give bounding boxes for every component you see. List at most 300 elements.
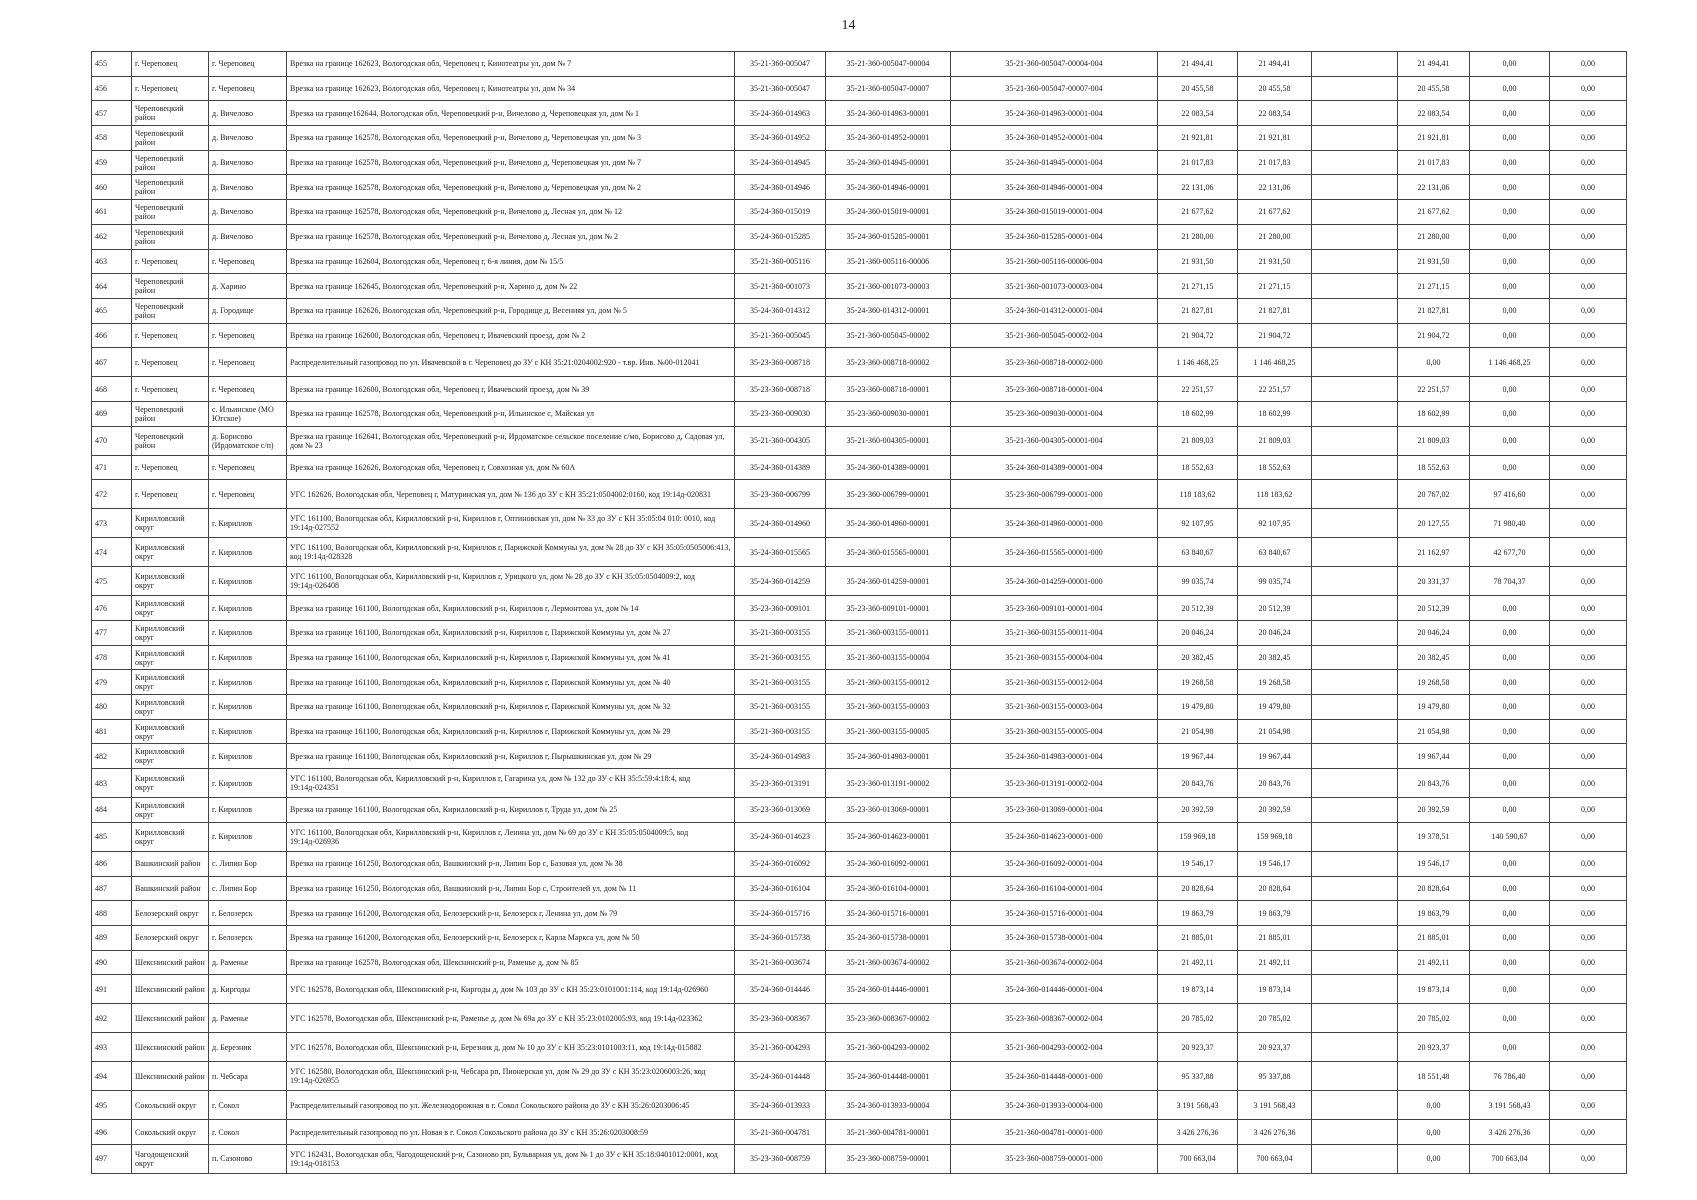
cell-inventory-code: 35-24-360-014946	[735, 175, 826, 200]
cell-element-code: 35-21-360-004293-00002-004	[951, 1033, 1158, 1062]
cell-other-cost: 0,00	[1550, 538, 1627, 567]
cell-municipality: Кирилловский округ	[132, 769, 209, 798]
cell-cost-value: 20 923,37	[1238, 1033, 1312, 1062]
cell-other-cost: 0,00	[1550, 798, 1627, 823]
table-row	[92, 200, 1627, 225]
cell-connection-cost: 21 885,01	[1398, 925, 1470, 950]
cell-network-cost: 0,00	[1470, 1004, 1550, 1033]
cell-total-cost: 20 382,45	[1158, 645, 1238, 670]
cell-cost-value: 21 054,98	[1238, 719, 1312, 744]
cell-municipality: г. Череповец	[132, 455, 209, 480]
cell-settlement: г. Кириллов	[209, 822, 287, 851]
cell-connection-cost: 19 479,80	[1398, 695, 1470, 720]
cell-object-code: 35-24-360-014312-00001	[826, 298, 951, 323]
cell-connection-cost: 20 828,64	[1398, 876, 1470, 901]
cell-object-code: 35-24-360-014946-00001	[826, 175, 951, 200]
cell-element-code: 35-24-360-015716-00001-004	[951, 901, 1158, 926]
table-row	[92, 798, 1627, 823]
cell-empty-column	[1312, 822, 1398, 851]
table-row	[92, 509, 1627, 538]
cell-row-number: 467	[92, 348, 132, 377]
cell-connection-cost: 22 083,54	[1398, 101, 1470, 126]
cell-object-code: 35-24-360-015738-00001	[826, 925, 951, 950]
cell-other-cost: 0,00	[1550, 695, 1627, 720]
cell-connection-cost: 21 494,41	[1398, 52, 1470, 77]
cell-connection-cost: 21 677,62	[1398, 200, 1470, 225]
cell-object-description: Врезка на границе 161100, Вологодская обл, Кирилловский р-н, Кириллов г, Парижской Коммуны ул, дом № 41	[287, 645, 735, 670]
cell-total-cost: 18 602,99	[1158, 401, 1238, 426]
table-row	[92, 670, 1627, 695]
cell-object-code: 35-23-360-008718-00001	[826, 377, 951, 402]
cell-settlement: д. Вичелово	[209, 175, 287, 200]
cell-settlement: г. Череповец	[209, 249, 287, 274]
cell-other-cost: 0,00	[1550, 175, 1627, 200]
cell-element-code: 35-21-360-004305-00001-004	[951, 426, 1158, 455]
cell-settlement: д. Вичелово	[209, 200, 287, 225]
cell-cost-value: 22 131,06	[1238, 175, 1312, 200]
cell-object-code: 35-21-360-003155-00005	[826, 719, 951, 744]
cell-cost-value: 21 931,50	[1238, 249, 1312, 274]
cell-object-description: Врезка на границе 162626, Вологодская обл, Череповец г, Совхозная ул, дом № 60А	[287, 455, 735, 480]
cell-object-description: Врезка на границе 161100, Вологодская обл, Кирилловский р-н, Кириллов г, Пырышкинская ул, дом № 29	[287, 744, 735, 769]
cell-network-cost: 0,00	[1470, 695, 1550, 720]
cell-cost-value: 19 546,17	[1238, 851, 1312, 876]
cell-network-cost: 0,00	[1470, 1033, 1550, 1062]
cell-element-code: 35-23-360-008718-00001-004	[951, 377, 1158, 402]
cell-total-cost: 3 191 568,43	[1158, 1091, 1238, 1120]
cell-total-cost: 19 873,14	[1158, 975, 1238, 1004]
table-row	[92, 1091, 1627, 1120]
cell-row-number: 486	[92, 851, 132, 876]
cell-connection-cost: 20 843,76	[1398, 769, 1470, 798]
cell-element-code: 35-24-360-014952-00001-004	[951, 126, 1158, 151]
table-row	[92, 596, 1627, 621]
cell-object-code: 35-24-360-014983-00001	[826, 744, 951, 769]
cell-cost-value: 21 827,81	[1238, 298, 1312, 323]
cell-municipality: г. Череповец	[132, 377, 209, 402]
cell-connection-cost: 20 512,39	[1398, 596, 1470, 621]
cell-other-cost: 0,00	[1550, 323, 1627, 348]
cell-object-description: Врезка на границе 162645, Вологодская обл, Череповецкий р-н, Харино д, дом № 22	[287, 274, 735, 299]
cell-inventory-code: 35-23-360-008367	[735, 1004, 826, 1033]
cell-object-code: 35-24-360-016104-00001	[826, 876, 951, 901]
cell-total-cost: 19 546,17	[1158, 851, 1238, 876]
cell-municipality: Череповецкий район	[132, 200, 209, 225]
cell-object-code: 35-24-360-015019-00001	[826, 200, 951, 225]
table-row	[92, 1062, 1627, 1091]
cell-object-description: Врезка на границе 161100, Вологодская обл, Кирилловский р-н, Кириллов г, Парижской Коммуны ул, дом № 27	[287, 621, 735, 646]
cell-other-cost: 0,00	[1550, 249, 1627, 274]
cell-total-cost: 21 271,15	[1158, 274, 1238, 299]
cell-empty-column	[1312, 52, 1398, 77]
cell-total-cost: 99 035,74	[1158, 567, 1238, 596]
cell-object-code: 35-23-360-008718-00002	[826, 348, 951, 377]
cell-empty-column	[1312, 323, 1398, 348]
cell-row-number: 485	[92, 822, 132, 851]
cell-settlement: г. Сокол	[209, 1091, 287, 1120]
cell-municipality: Кирилловский округ	[132, 798, 209, 823]
cell-row-number: 494	[92, 1062, 132, 1091]
cell-total-cost: 20 512,39	[1158, 596, 1238, 621]
cell-total-cost: 20 785,02	[1158, 1004, 1238, 1033]
table-row	[92, 298, 1627, 323]
cell-total-cost: 21 492,11	[1158, 950, 1238, 975]
cell-other-cost: 0,00	[1550, 480, 1627, 509]
cell-empty-column	[1312, 744, 1398, 769]
cell-row-number: 496	[92, 1120, 132, 1145]
cell-cost-value: 1 146 468,25	[1238, 348, 1312, 377]
cell-empty-column	[1312, 975, 1398, 1004]
cell-object-code: 35-23-360-013191-00002	[826, 769, 951, 798]
cell-total-cost: 63 840,67	[1158, 538, 1238, 567]
cell-settlement: г. Кириллов	[209, 719, 287, 744]
cell-other-cost: 0,00	[1550, 876, 1627, 901]
cell-empty-column	[1312, 645, 1398, 670]
cell-object-code: 35-24-360-014963-00001	[826, 101, 951, 126]
table-row	[92, 76, 1627, 101]
cell-object-code: 35-21-360-003155-00012	[826, 670, 951, 695]
cell-inventory-code: 35-21-360-003155	[735, 621, 826, 646]
cell-inventory-code: 35-24-360-015565	[735, 538, 826, 567]
cell-settlement: д. Вичелово	[209, 224, 287, 249]
cell-object-description: Распределительный газопровод по ул. Ивачевской в г. Череповец до ЗУ с КН 35:21:0204002:920 - т.вр. Инв. №00-012041	[287, 348, 735, 377]
cell-cost-value: 20 392,59	[1238, 798, 1312, 823]
cell-settlement: д. Борисово (Ирдоматское с/п)	[209, 426, 287, 455]
cell-object-description: Врезка на границе 162623, Вологодская обл, Череповец г, Кинотеатры ул, дом № 7	[287, 52, 735, 77]
cell-connection-cost: 0,00	[1398, 1091, 1470, 1120]
cell-settlement: г. Кириллов	[209, 744, 287, 769]
cell-total-cost: 20 392,59	[1158, 798, 1238, 823]
cell-object-code: 35-24-360-016092-00001	[826, 851, 951, 876]
cell-settlement: д. Раменье	[209, 950, 287, 975]
cell-object-description: Распределительный газопровод по ул. Железнодорожная в г. Сокол Сокольского района до ЗУ с КН 35:26:0203006:45	[287, 1091, 735, 1120]
cell-total-cost: 21 017,83	[1158, 150, 1238, 175]
cell-other-cost: 0,00	[1550, 621, 1627, 646]
cell-settlement: г. Кириллов	[209, 621, 287, 646]
cell-element-code: 35-21-360-004781-00001-000	[951, 1120, 1158, 1145]
cell-total-cost: 21 494,41	[1158, 52, 1238, 77]
cell-settlement: г. Череповец	[209, 323, 287, 348]
cell-element-code: 35-21-360-003674-00002-004	[951, 950, 1158, 975]
cell-cost-value: 21 492,11	[1238, 950, 1312, 975]
cell-element-code: 35-21-360-003155-00011-004	[951, 621, 1158, 646]
cell-total-cost: 21 904,72	[1158, 323, 1238, 348]
cell-settlement: д. Раменье	[209, 1004, 287, 1033]
table-row	[92, 645, 1627, 670]
cell-object-code: 35-24-360-014952-00001	[826, 126, 951, 151]
cell-settlement: г. Кириллов	[209, 509, 287, 538]
cell-cost-value: 92 107,95	[1238, 509, 1312, 538]
cell-network-cost: 0,00	[1470, 426, 1550, 455]
cell-network-cost: 0,00	[1470, 645, 1550, 670]
cell-network-cost: 0,00	[1470, 670, 1550, 695]
cell-network-cost: 0,00	[1470, 851, 1550, 876]
cell-row-number: 464	[92, 274, 132, 299]
cell-row-number: 484	[92, 798, 132, 823]
cell-object-code: 35-23-360-008759-00001	[826, 1144, 951, 1173]
cell-object-code: 35-21-360-003155-00004	[826, 645, 951, 670]
cell-other-cost: 0,00	[1550, 1033, 1627, 1062]
cell-other-cost: 0,00	[1550, 509, 1627, 538]
cell-total-cost: 21 921,81	[1158, 126, 1238, 151]
cell-inventory-code: 35-21-360-003155	[735, 719, 826, 744]
cell-object-code: 35-21-360-001073-00003	[826, 274, 951, 299]
cell-object-description: Врезка на границе 161200, Вологодская обл, Белозерский р-н, Белозерск г, Ленина ул, дом № 79	[287, 901, 735, 926]
cell-connection-cost: 21 017,83	[1398, 150, 1470, 175]
cell-element-code: 35-24-360-016104-00001-004	[951, 876, 1158, 901]
cell-total-cost: 20 046,24	[1158, 621, 1238, 646]
table-row	[92, 401, 1627, 426]
cell-empty-column	[1312, 1033, 1398, 1062]
cell-cost-value: 19 863,79	[1238, 901, 1312, 926]
table-row	[92, 822, 1627, 851]
cell-network-cost: 700 663,04	[1470, 1144, 1550, 1173]
cell-element-code: 35-23-360-009030-00001-004	[951, 401, 1158, 426]
cell-municipality: г. Череповец	[132, 323, 209, 348]
cell-municipality: г. Череповец	[132, 76, 209, 101]
cell-municipality: г. Череповец	[132, 52, 209, 77]
cell-connection-cost: 18 551,48	[1398, 1062, 1470, 1091]
cell-object-code: 35-24-360-014446-00001	[826, 975, 951, 1004]
cell-empty-column	[1312, 1004, 1398, 1033]
cell-element-code: 35-24-360-014946-00001-004	[951, 175, 1158, 200]
cell-network-cost: 1 146 468,25	[1470, 348, 1550, 377]
cell-connection-cost: 21 162,97	[1398, 538, 1470, 567]
cell-element-code: 35-23-360-013191-00002-004	[951, 769, 1158, 798]
table-row	[92, 224, 1627, 249]
cell-empty-column	[1312, 719, 1398, 744]
cell-other-cost: 0,00	[1550, 719, 1627, 744]
cell-total-cost: 20 455,58	[1158, 76, 1238, 101]
cell-municipality: Шекснинский район	[132, 1062, 209, 1091]
cell-total-cost: 21 677,62	[1158, 200, 1238, 225]
cell-object-description: Врезка на границе 162604, Вологодская обл, Череповец г, 6-я линия, дом № 15/5	[287, 249, 735, 274]
cell-object-code: 35-23-360-013069-00001	[826, 798, 951, 823]
cell-element-code: 35-24-360-014983-00001-004	[951, 744, 1158, 769]
cell-municipality: Белозерский округ	[132, 901, 209, 926]
cell-other-cost: 0,00	[1550, 950, 1627, 975]
cell-other-cost: 0,00	[1550, 455, 1627, 480]
cell-element-code: 35-24-360-015019-00001-004	[951, 200, 1158, 225]
cell-other-cost: 0,00	[1550, 150, 1627, 175]
cell-empty-column	[1312, 76, 1398, 101]
cell-connection-cost: 19 873,14	[1398, 975, 1470, 1004]
cell-element-code: 35-23-360-009101-00001-004	[951, 596, 1158, 621]
cell-municipality: Кирилловский округ	[132, 822, 209, 851]
cell-object-code: 35-21-360-005047-00007	[826, 76, 951, 101]
cell-total-cost: 21 054,98	[1158, 719, 1238, 744]
cell-other-cost: 0,00	[1550, 769, 1627, 798]
cell-inventory-code: 35-24-360-014446	[735, 975, 826, 1004]
cell-inventory-code: 35-23-360-008718	[735, 348, 826, 377]
table-row	[92, 769, 1627, 798]
cell-row-number: 495	[92, 1091, 132, 1120]
cell-row-number: 489	[92, 925, 132, 950]
cell-network-cost: 71 980,40	[1470, 509, 1550, 538]
cell-empty-column	[1312, 925, 1398, 950]
cell-object-description: УГС 162580, Вологодская обл, Шекснинский р-н, Чебсара рп, Пионерская ул, дом № 29 до ЗУ с КН 35:23:0206003:26, код 19:14д-026955	[287, 1062, 735, 1091]
cell-object-code: 35-24-360-014960-00001	[826, 509, 951, 538]
cell-total-cost: 118 183,62	[1158, 480, 1238, 509]
cell-empty-column	[1312, 377, 1398, 402]
cell-object-description: Врезка на границе 162623, Вологодская обл, Череповец г, Кинотеатры ул, дом № 34	[287, 76, 735, 101]
registry-table	[91, 51, 1627, 1174]
cell-object-description: Врезка на границе 162600, Вологодская обл, Череповец г, Ивачевский проезд, дом № 2	[287, 323, 735, 348]
cell-row-number: 455	[92, 52, 132, 77]
cell-settlement: д. Вичелово	[209, 150, 287, 175]
cell-municipality: Кирилловский округ	[132, 538, 209, 567]
cell-empty-column	[1312, 426, 1398, 455]
cell-empty-column	[1312, 596, 1398, 621]
cell-municipality: Череповецкий район	[132, 175, 209, 200]
cell-object-description: УГС 162578, Вологодская обл, Шекснинский р-н, Березник д, дом № 10 до ЗУ с КН 35:23:0101003:11, код 19:14д-015882	[287, 1033, 735, 1062]
cell-total-cost: 19 268,58	[1158, 670, 1238, 695]
cell-inventory-code: 35-21-360-005045	[735, 323, 826, 348]
cell-other-cost: 0,00	[1550, 298, 1627, 323]
cell-empty-column	[1312, 567, 1398, 596]
cell-empty-column	[1312, 1062, 1398, 1091]
cell-object-code: 35-24-360-015716-00001	[826, 901, 951, 926]
cell-element-code: 35-24-360-014960-00001-000	[951, 509, 1158, 538]
registry-table-body	[92, 52, 1627, 1174]
cell-empty-column	[1312, 274, 1398, 299]
cell-empty-column	[1312, 1091, 1398, 1120]
cell-connection-cost: 21 271,15	[1398, 274, 1470, 299]
cell-municipality: Кирилловский округ	[132, 645, 209, 670]
cell-settlement: г. Кириллов	[209, 769, 287, 798]
cell-connection-cost: 22 251,57	[1398, 377, 1470, 402]
cell-empty-column	[1312, 150, 1398, 175]
cell-element-code: 35-23-360-008718-00002-000	[951, 348, 1158, 377]
cell-network-cost: 0,00	[1470, 455, 1550, 480]
cell-cost-value: 20 828,64	[1238, 876, 1312, 901]
cell-network-cost: 0,00	[1470, 719, 1550, 744]
cell-inventory-code: 35-24-360-013933	[735, 1091, 826, 1120]
cell-row-number: 488	[92, 901, 132, 926]
cell-object-code: 35-21-360-004293-00002	[826, 1033, 951, 1062]
cell-municipality: Вашкинский район	[132, 876, 209, 901]
cell-municipality: Белозерский округ	[132, 925, 209, 950]
cell-connection-cost: 20 455,58	[1398, 76, 1470, 101]
cell-row-number: 492	[92, 1004, 132, 1033]
table-row	[92, 150, 1627, 175]
cell-empty-column	[1312, 249, 1398, 274]
table-row	[92, 876, 1627, 901]
cell-element-code: 35-21-360-005116-00006-004	[951, 249, 1158, 274]
cell-row-number: 493	[92, 1033, 132, 1062]
cell-row-number: 461	[92, 200, 132, 225]
cell-element-code: 35-24-360-015285-00001-004	[951, 224, 1158, 249]
cell-connection-cost: 19 378,51	[1398, 822, 1470, 851]
cell-object-code: 35-24-360-014259-00001	[826, 567, 951, 596]
cell-row-number: 466	[92, 323, 132, 348]
table-row	[92, 621, 1627, 646]
cell-municipality: Шекснинский район	[132, 1004, 209, 1033]
cell-total-cost: 20 923,37	[1158, 1033, 1238, 1062]
cell-settlement: с. Липин Бор	[209, 876, 287, 901]
cell-empty-column	[1312, 950, 1398, 975]
cell-cost-value: 20 785,02	[1238, 1004, 1312, 1033]
cell-object-description: Врезка на границе 162578, Вологодская обл, Череповецкий р-н, Вичелово д, Череповецкая ул, дом № 3	[287, 126, 735, 151]
cell-network-cost: 0,00	[1470, 621, 1550, 646]
cell-cost-value: 21 921,81	[1238, 126, 1312, 151]
cell-connection-cost: 20 331,37	[1398, 567, 1470, 596]
cell-municipality: Череповецкий район	[132, 298, 209, 323]
cell-element-code: 35-24-360-015738-00001-004	[951, 925, 1158, 950]
cell-object-description: УГС 162578, Вологодская обл, Шекснинский р-н, Киргоды д, дом № 103 до ЗУ с КН 35:23:0101001:114, код 19:14д-026960	[287, 975, 735, 1004]
cell-settlement: г. Череповец	[209, 348, 287, 377]
cell-total-cost: 20 828,64	[1158, 876, 1238, 901]
cell-empty-column	[1312, 126, 1398, 151]
cell-settlement: г. Кириллов	[209, 645, 287, 670]
cell-other-cost: 0,00	[1550, 1091, 1627, 1120]
cell-network-cost: 0,00	[1470, 744, 1550, 769]
cell-empty-column	[1312, 224, 1398, 249]
table-row	[92, 851, 1627, 876]
cell-settlement: д. Березник	[209, 1033, 287, 1062]
cell-settlement: с. Ильинское (МО Югское)	[209, 401, 287, 426]
cell-empty-column	[1312, 670, 1398, 695]
cell-network-cost: 0,00	[1470, 200, 1550, 225]
cell-network-cost: 3 191 568,43	[1470, 1091, 1550, 1120]
cell-other-cost: 0,00	[1550, 645, 1627, 670]
table-row	[92, 925, 1627, 950]
cell-cost-value: 21 017,83	[1238, 150, 1312, 175]
cell-object-code: 35-23-360-009101-00001	[826, 596, 951, 621]
cell-row-number: 497	[92, 1144, 132, 1173]
cell-object-code: 35-21-360-003674-00002	[826, 950, 951, 975]
cell-element-code: 35-24-360-014389-00001-004	[951, 455, 1158, 480]
cell-connection-cost: 19 967,44	[1398, 744, 1470, 769]
cell-row-number: 477	[92, 621, 132, 646]
cell-row-number: 475	[92, 567, 132, 596]
cell-row-number: 472	[92, 480, 132, 509]
cell-network-cost: 42 677,70	[1470, 538, 1550, 567]
cell-cost-value: 21 280,00	[1238, 224, 1312, 249]
cell-connection-cost: 20 785,02	[1398, 1004, 1470, 1033]
cell-empty-column	[1312, 298, 1398, 323]
cell-empty-column	[1312, 480, 1398, 509]
table-row	[92, 480, 1627, 509]
cell-object-code: 35-21-360-004781-00001	[826, 1120, 951, 1145]
cell-inventory-code: 35-24-360-014389	[735, 455, 826, 480]
cell-total-cost: 1 146 468,25	[1158, 348, 1238, 377]
cell-settlement: г. Кириллов	[209, 596, 287, 621]
cell-object-description: УГС 161100, Вологодская обл, Кирилловский р-н, Кириллов г, Гагарина ул, дом № 132 до ЗУ с КН 35:5:59:4:18:4, код 19:14д-024351	[287, 769, 735, 798]
cell-object-code: 35-24-360-014389-00001	[826, 455, 951, 480]
cell-other-cost: 0,00	[1550, 1144, 1627, 1173]
cell-total-cost: 20 843,76	[1158, 769, 1238, 798]
cell-cost-value: 22 083,54	[1238, 101, 1312, 126]
cell-object-description: Врезка на границе 161200, Вологодская обл, Белозерский р-н, Белозерск г, Карла Маркса ул, дом № 50	[287, 925, 735, 950]
cell-element-code: 35-24-360-014312-00001-004	[951, 298, 1158, 323]
cell-inventory-code: 35-24-360-014960	[735, 509, 826, 538]
cell-connection-cost: 21 827,81	[1398, 298, 1470, 323]
cell-element-code: 35-24-360-014446-00001-004	[951, 975, 1158, 1004]
cell-object-description: УГС 161100, Вологодская обл, Кирилловский р-н, Кириллов г, Ленина ул, дом № 69 до ЗУ с КН 35:05:0504009:5, код 19:14д-026936	[287, 822, 735, 851]
cell-other-cost: 0,00	[1550, 200, 1627, 225]
cell-inventory-code: 35-23-360-013069	[735, 798, 826, 823]
cell-empty-column	[1312, 621, 1398, 646]
cell-empty-column	[1312, 876, 1398, 901]
cell-cost-value: 21 885,01	[1238, 925, 1312, 950]
cell-connection-cost: 0,00	[1398, 1144, 1470, 1173]
cell-network-cost: 0,00	[1470, 274, 1550, 299]
table-row	[92, 1120, 1627, 1145]
cell-element-code: 35-24-360-014945-00001-004	[951, 150, 1158, 175]
cell-row-number: 465	[92, 298, 132, 323]
cell-object-description: Распределительный газопровод по ул. Новая в г. Сокол Сокольского района до ЗУ с КН 35:26:0203008:59	[287, 1120, 735, 1145]
